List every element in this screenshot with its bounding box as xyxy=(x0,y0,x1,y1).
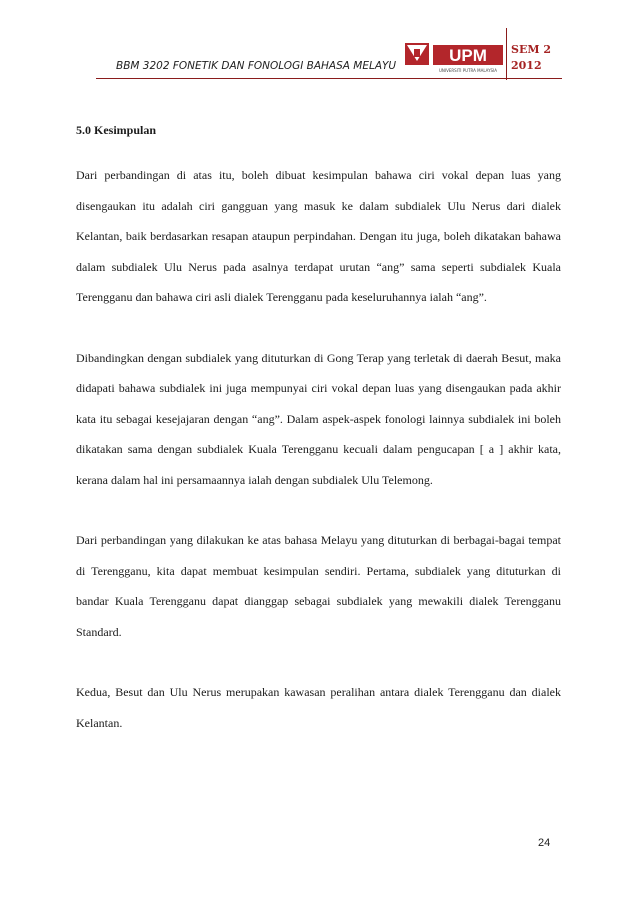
upm-logo xyxy=(405,39,505,79)
logo-text: UPM xyxy=(449,46,487,65)
course-title: BBM 3202 FONETIK DAN FONOLOGI BAHASA MELAYU xyxy=(116,60,397,72)
logo-subtext: UNIVERSITI PUTRA MALAYSIA xyxy=(439,68,497,73)
semester-line-1: SEM 2 xyxy=(511,43,551,56)
semester-line-2: 2012 xyxy=(511,59,542,72)
paragraph-1: Dari perbandingan di atas itu, boleh dibuat kesimpulan bahawa ciri vokal depan luas yang disengaukan itu adalah ciri gangguan yang masuk ke dalam subdialek Ulu Nerus dari dialek Kelantan, baik berdasarkan resapan ataupun perpindahan. Dengan itu juga, boleh dikatakan bahawa dalam subdialek Ulu Nerus pada asalnya terdapat urutan “ang” sama seperti subdialek Kuala Terengganu dan bahawa ciri asli dialek Terengganu pada keseluruhannya ialah “ang”. xyxy=(76,168,561,304)
paragraph-4: Kedua, Besut dan Ulu Nerus merupakan kawasan peralihan antara dialek Terengganu dan dialek Kelantan. xyxy=(76,685,561,730)
document-body xyxy=(76,120,561,738)
paragraph-2: Dibandingkan dengan subdialek yang dituturkan di Gong Terap yang terletak di daerah Besut, maka didapati bahawa subdialek ini juga mempunyai ciri vokal depan luas yang disengaukan pada akhir kata itu sebagai kesejajaran dengan “ang”. Dalam aspek-aspek fonologi lainnya subdialek ini boleh dikatakan sama dengan subdialek Kuala Terengganu kecuali dalam pengucapan [ a ] akhir kata, kerana dalam hal ini persamaannya ialah dengan subdialek Ulu Telemong. xyxy=(76,350,561,487)
section-heading: 5.0 Kesimpulan xyxy=(76,123,157,137)
paragraph-3: Dari perbandingan yang dilakukan ke atas bahasa Melayu yang dituturkan di berbagai-bagai tempat di Terengganu, kita dapat membuat kesimpulan sendiri. Pertama, subdialek yang dituturkan di bandar Kuala Terengganu dapat dianggap sebagai subdialek yang mewakili dialek Terengganu Standard. xyxy=(76,533,561,639)
header-rule xyxy=(96,78,562,79)
header-divider xyxy=(506,28,507,80)
semester-label xyxy=(511,42,551,74)
page-number: 24 xyxy=(538,837,551,849)
